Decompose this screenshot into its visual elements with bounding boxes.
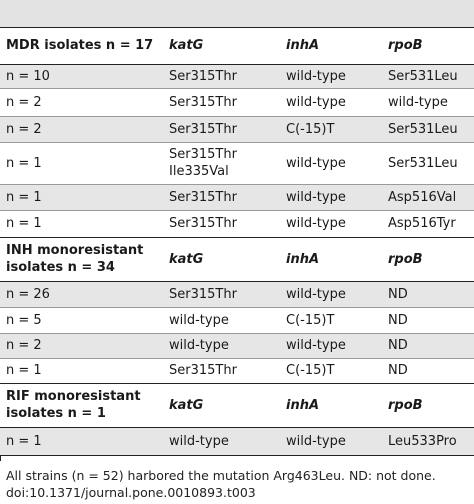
column-header-rpob: rpoB	[382, 383, 474, 427]
table-row	[0, 210, 474, 237]
rpob-value: Leu533Pro	[382, 427, 474, 455]
rpob-value: Asp516Tyr	[382, 210, 474, 237]
isolate-count: n = 2	[0, 88, 163, 116]
inha-value: C(-15)T	[280, 358, 382, 383]
rpob-value: wild-type	[382, 88, 474, 116]
column-header-katg: katG	[163, 383, 280, 427]
column-header-katg: katG	[163, 237, 280, 281]
table-row	[0, 88, 474, 116]
doi-text: doi:10.1371/journal.pone.0010893.t003	[6, 485, 256, 500]
katg-value: Ser315Thr	[163, 210, 280, 237]
inha-value: wild-type	[280, 333, 382, 358]
isolate-count: n = 2	[0, 333, 163, 358]
section-header-mdr	[0, 28, 474, 64]
rpob-value: Ser531Leu	[382, 142, 474, 184]
isolate-count: n = 1	[0, 142, 163, 184]
katg-value: Ser315Thr	[163, 116, 280, 142]
isolate-count: n = 1	[0, 210, 163, 237]
column-header-rpob: rpoB	[382, 237, 474, 281]
table-row	[0, 333, 474, 358]
inha-value: wild-type	[280, 142, 382, 184]
katg-value: wild-type	[163, 307, 280, 333]
footnote-text: All strains (n = 52) harbored the mutation Arg463Leu. ND: not done.	[6, 468, 436, 483]
table-row	[0, 281, 474, 307]
section-title: INH monoresistant isolates n = 34	[0, 237, 163, 281]
inha-value: C(-15)T	[280, 116, 382, 142]
isolate-count: n = 1	[0, 184, 163, 210]
column-header-inha: inhA	[280, 383, 382, 427]
table-row	[0, 307, 474, 333]
rpob-value: ND	[382, 358, 474, 383]
table-row	[0, 142, 474, 184]
inha-value: C(-15)T	[280, 307, 382, 333]
inha-value: wild-type	[280, 88, 382, 116]
table-row	[0, 64, 474, 88]
section-header-inh	[0, 237, 474, 281]
katg-value: Ser315Thr	[163, 358, 280, 383]
section-title: RIF monoresistant isolates n = 1	[0, 383, 163, 427]
inha-value: wild-type	[280, 184, 382, 210]
inha-value: wild-type	[280, 64, 382, 88]
isolate-count: n = 10	[0, 64, 163, 88]
mutation-table	[0, 28, 474, 456]
section-title: MDR isolates n = 17	[0, 28, 163, 64]
inha-value: wild-type	[280, 210, 382, 237]
table-row	[0, 358, 474, 383]
katg-value: Ser315Thr Ile335Val	[163, 142, 280, 184]
table-row	[0, 116, 474, 142]
column-header-rpob: rpoB	[382, 28, 474, 64]
katg-value: Ser315Thr	[163, 184, 280, 210]
section-header-rif	[0, 383, 474, 427]
table-row	[0, 184, 474, 210]
katg-value: Ser315Thr	[163, 281, 280, 307]
katg-value: wild-type	[163, 333, 280, 358]
isolate-count: n = 1	[0, 427, 163, 455]
rpob-value: ND	[382, 281, 474, 307]
rpob-value: ND	[382, 307, 474, 333]
katg-value: wild-type	[163, 427, 280, 455]
rpob-value: ND	[382, 333, 474, 358]
column-header-inha: inhA	[280, 237, 382, 281]
column-header-katg: katG	[163, 28, 280, 64]
column-header-inha: inhA	[280, 28, 382, 64]
katg-value: Ser315Thr	[163, 64, 280, 88]
table-top-band	[0, 0, 474, 27]
rpob-value: Ser531Leu	[382, 64, 474, 88]
table-footnote	[6, 467, 436, 501]
isolate-count: n = 26	[0, 281, 163, 307]
isolate-count: n = 1	[0, 358, 163, 383]
rpob-value: Asp516Val	[382, 184, 474, 210]
inha-value: wild-type	[280, 281, 382, 307]
rpob-value: Ser531Leu	[382, 116, 474, 142]
table-row	[0, 427, 474, 455]
katg-value: Ser315Thr	[163, 88, 280, 116]
isolate-count: n = 2	[0, 116, 163, 142]
isolate-count: n = 5	[0, 307, 163, 333]
inha-value: wild-type	[280, 427, 382, 455]
